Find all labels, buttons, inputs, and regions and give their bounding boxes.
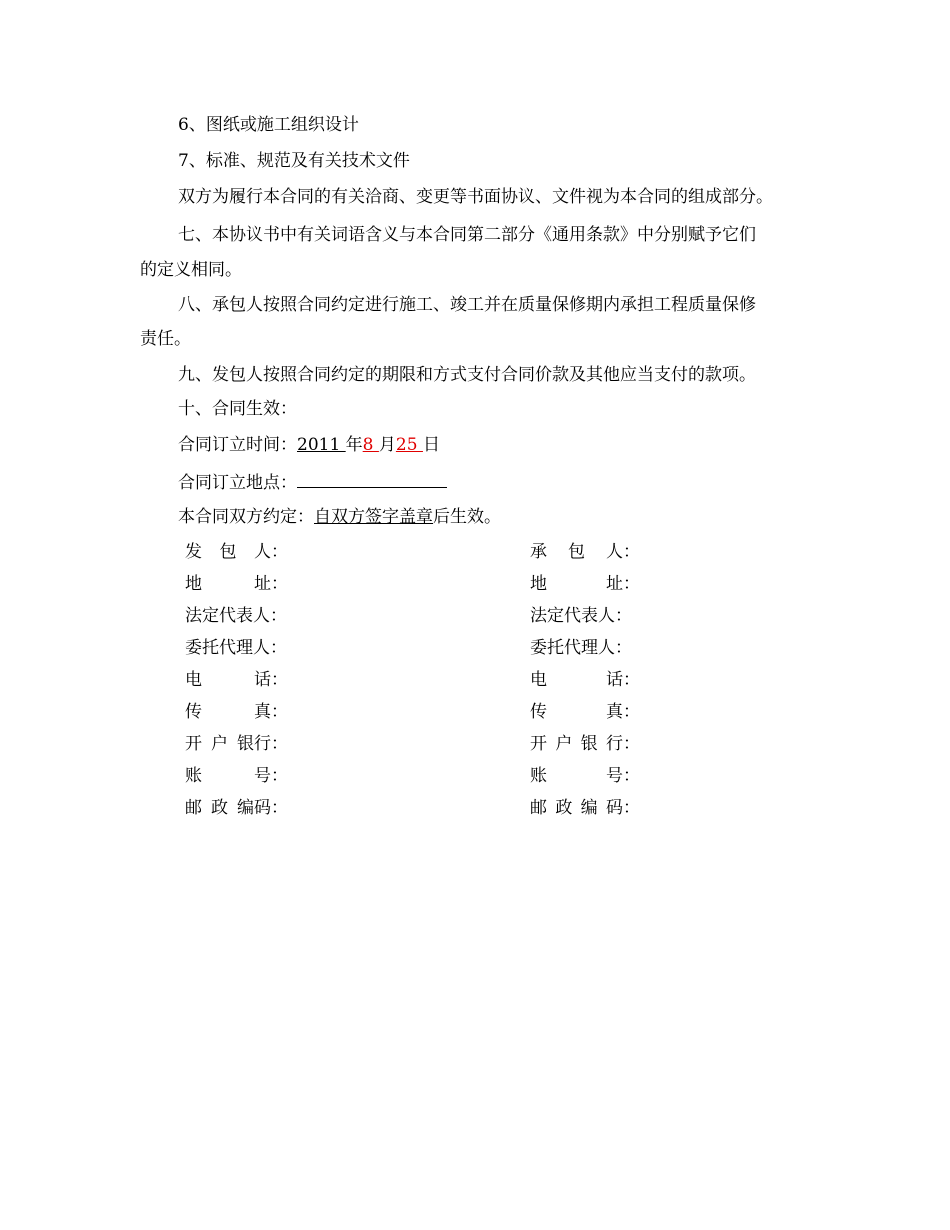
contractor-label-part: 户 (555, 734, 573, 754)
employer-label-part: 开 (185, 734, 202, 754)
employer-label-part: 号： (254, 766, 288, 786)
employer-field-label (185, 637, 288, 659)
employer-field-label (185, 669, 288, 691)
signing-day-unit: 日 (422, 435, 440, 455)
contractor-field-label (530, 637, 640, 659)
contractor-label-part: 政 (555, 798, 573, 818)
effect-suffix: 后生效。 (433, 507, 501, 527)
signing-year: 2011 (297, 435, 346, 455)
employer-field-label (185, 701, 288, 723)
signing-month-unit: 月 (378, 435, 396, 455)
contractor-field-label (530, 605, 640, 627)
effect-line (178, 506, 501, 528)
employer-field-label (185, 605, 288, 627)
employer-label-part: 话： (254, 670, 288, 690)
contractor-label-part: 包 (568, 542, 585, 562)
employer-label-part: 包 (219, 542, 237, 562)
contractor-label-part: 开 (530, 734, 547, 754)
employer-label-part: 发 (185, 542, 202, 562)
employer-label-part: 户 (211, 734, 228, 754)
contractor-label-part: 人： (606, 542, 640, 562)
signing-time-label: 合同订立时间： (178, 435, 297, 455)
clause-eight-line2: 责任。 (140, 329, 191, 349)
contractor-label-part: 话： (606, 670, 640, 690)
contractor-field-label (530, 765, 640, 787)
contractor-label-part: 编 (580, 798, 598, 818)
clause-seven-line1: 七、本协议书中有关词语含义与本合同第二部分《通用条款》中分别赋予它们 (178, 225, 756, 245)
composition-paragraph: 双方为履行本合同的有关洽商、变更等书面协议、文件视为本合同的组成部分。 (178, 187, 773, 207)
employer-label-part: 法定代表人： (185, 606, 287, 626)
employer-field-label (185, 573, 288, 595)
contractor-label-part: 地 (530, 574, 547, 594)
employer-field-label (185, 733, 288, 755)
employer-label-part: 地 (185, 574, 202, 594)
contractor-field-label (530, 541, 640, 563)
signing-time-line (178, 434, 440, 456)
contractor-label-part: 银 (580, 734, 598, 754)
contractor-field-label (530, 701, 640, 723)
clause-item-7: 7、标准、规范及有关技术文件 (178, 151, 410, 171)
contractor-label-part: 电 (530, 670, 547, 690)
signing-place-line (178, 470, 447, 494)
clause-seven-line2: 的定义相同。 (140, 260, 242, 280)
employer-label-part: 真： (254, 702, 288, 722)
contractor-label-part: 委托代理人： (530, 638, 632, 658)
clause-nine: 九、发包人按照合同约定的期限和方式支付合同价款及其他应当支付的款项。 (178, 365, 756, 385)
clause-ten-heading: 十、合同生效： (178, 399, 297, 419)
contractor-field-label (530, 573, 640, 595)
contractor-field-label (530, 797, 640, 819)
employer-label-part: 址： (254, 574, 288, 594)
signing-place-label: 合同订立地点： (178, 473, 297, 493)
contractor-label-part: 承 (530, 542, 547, 562)
employer-label-part: 政 (211, 798, 228, 818)
signing-month: 8 (362, 435, 379, 455)
contractor-field-label (530, 733, 640, 755)
employer-field-label (185, 541, 288, 563)
employer-label-part: 账 (185, 766, 202, 786)
signing-place-blank (297, 470, 447, 488)
contractor-label-part: 真： (606, 702, 640, 722)
clause-item-6: 6、图纸或施工组织设计 (178, 115, 359, 135)
contractor-label-part: 账 (530, 766, 547, 786)
contractor-label-part: 传 (530, 702, 547, 722)
contractor-label-part: 号： (606, 766, 640, 786)
employer-label-part: 人： (254, 542, 288, 562)
employer-label-part: 银行： (237, 734, 288, 754)
employer-label-part: 电 (185, 670, 202, 690)
employer-field-label (185, 765, 288, 787)
contractor-label-part: 行： (605, 734, 640, 754)
employer-label-part: 传 (185, 702, 202, 722)
contractor-label-part: 邮 (530, 798, 547, 818)
employer-field-label (185, 797, 288, 819)
employer-label-part: 邮 (185, 798, 202, 818)
contractor-label-part: 址： (606, 574, 640, 594)
employer-label-part: 编码： (237, 798, 288, 818)
contractor-label-part: 法定代表人： (530, 606, 632, 626)
contractor-field-label (530, 669, 640, 691)
effect-label: 本合同双方约定： (178, 507, 314, 527)
contractor-label-part: 码： (605, 798, 640, 818)
clause-eight-line1: 八、承包人按照合同约定进行施工、竣工并在质量保修期内承担工程质量保修 (178, 295, 756, 315)
signing-year-unit: 年 (345, 435, 363, 455)
employer-label-part: 委托代理人： (185, 638, 287, 658)
effect-condition: 自双方签字盖章 (314, 507, 433, 527)
signing-day: 25 (395, 435, 423, 455)
